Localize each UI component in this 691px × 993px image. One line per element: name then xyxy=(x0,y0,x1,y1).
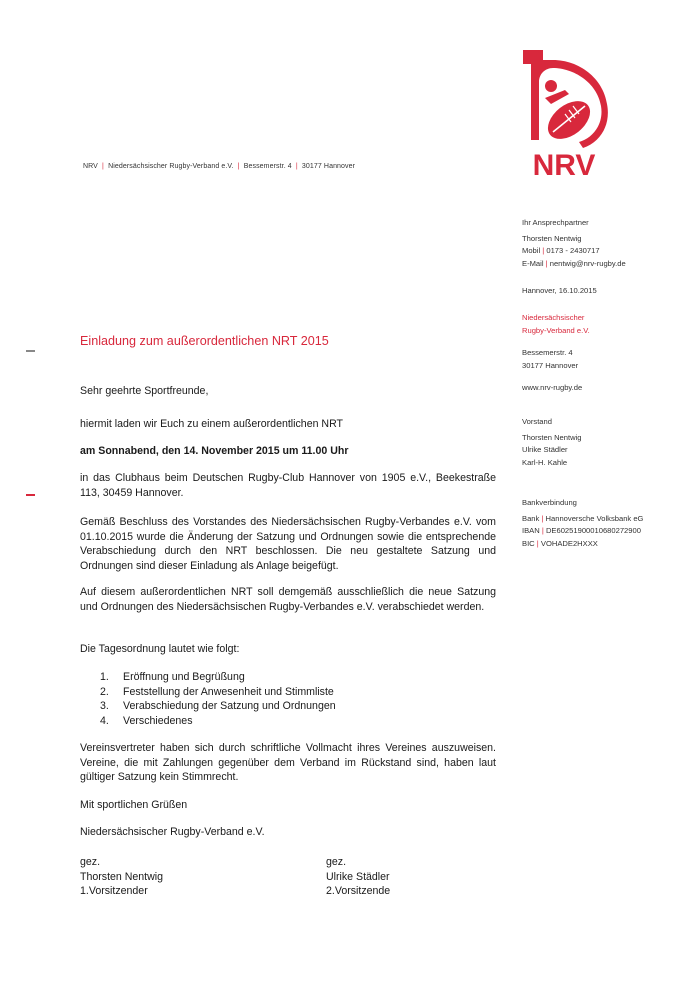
separator: | xyxy=(293,163,300,170)
board-heading: Vorstand xyxy=(522,417,552,426)
nrv-logo xyxy=(517,44,611,180)
contact-mobile-number: 0173 - 2430717 xyxy=(546,246,600,256)
sender-city: 30177 Hannover xyxy=(301,163,356,170)
org-block xyxy=(522,312,687,395)
fold-mark xyxy=(26,350,35,352)
paragraph-purpose: Auf diesem außerordentlichen NRT soll demgemäß ausschließlich die neue Satzung und Ordnungen des Niedersächsischen Rugby-Verbandes e.V. verabschiedet werden. xyxy=(80,586,496,613)
bank-iban: IBAN | DE60251900010680272900 xyxy=(522,526,641,536)
board-block xyxy=(522,416,687,469)
sender-street: Bessemerstr. 4 xyxy=(243,163,292,170)
bank-name: Bank | Hannoversche Volksbank eG xyxy=(522,513,644,523)
list-item: 3. Verabschiedung der Satzung und Ordnungen xyxy=(100,700,336,713)
paragraph-voting-rights: Vereinsvertreter haben sich durch schriftliche Vollmacht ihres Vereines auszuweisen. Vereine, die mit Zahlungen gegenüber dem Verband im Rückstand sind, haben laut gültiger Satzung kein Stimmrecht. xyxy=(80,742,496,784)
closing-org: Niedersächsischer Rugby-Verband e.V. xyxy=(80,826,265,838)
event-date: am Sonnabend, den 14. November 2015 um 11.00 Uhr xyxy=(80,445,349,457)
separator: | xyxy=(235,163,242,170)
bank-heading: Bankverbindung xyxy=(522,498,577,507)
agenda-intro: Die Tagesordnung lautet wie folgt: xyxy=(80,643,240,655)
event-location: in das Clubhaus beim Deutschen Rugby-Club Hannover von 1905 e.V., Beekestraße 113, 30459 Hannover. xyxy=(80,472,496,499)
signature-block-1 xyxy=(80,855,163,899)
signature-block-2 xyxy=(326,855,390,899)
board-member: Karl-H. Kahle xyxy=(522,457,568,467)
signature-role: 1.Vorsitzender xyxy=(80,885,148,898)
org-city: 30177 Hannover xyxy=(522,360,579,370)
sender-org-name: Niedersächsischer Rugby-Verband e.V. xyxy=(108,163,234,170)
bank-bic: BIC | VOHADE2HXXX xyxy=(522,538,598,548)
hole-mark xyxy=(26,494,35,496)
contact-heading: Ihr Ansprechpartner xyxy=(522,218,589,227)
rugby-ball-player-icon xyxy=(523,50,608,148)
bank-block xyxy=(522,497,687,550)
contact-block xyxy=(522,217,687,270)
org-name-line2: Rugby-Verband e.V. xyxy=(522,325,590,335)
sender-address-line xyxy=(83,163,355,170)
contact-email: E-Mail | nentwig@nrv-rugby.de xyxy=(522,258,626,268)
board-member: Ulrike Städler xyxy=(522,445,568,455)
signature-gez: gez. xyxy=(326,856,347,868)
signature-name: Thorsten Nentwig xyxy=(80,870,164,883)
contact-email-address: nentwig@nrv-rugby.de xyxy=(549,258,626,268)
contact-name: Thorsten Nentwig xyxy=(522,233,582,243)
signature-gez: gez. xyxy=(80,856,101,868)
letter-title: Einladung zum außerordentlichen NRT 2015 xyxy=(80,334,329,348)
signature-role: 2.Vorsitzende xyxy=(326,885,391,898)
contact-mobile: Mobil | 0173 - 2430717 xyxy=(522,246,600,256)
salutation: Sehr geehrte Sportfreunde, xyxy=(80,385,209,397)
list-item: 2. Feststellung der Anwesenheit und Stimmliste xyxy=(100,685,334,698)
logo-text: NRV xyxy=(532,149,596,180)
org-street: Bessemerstr. 4 xyxy=(522,348,573,358)
org-name-line1: Niedersächsischer xyxy=(522,313,585,322)
paragraph-resolution: Gemäß Beschluss des Vorstandes des Niedersächsischen Rugby-Verbandes e.V. vom 01.10.2015 wurde die Änderung der Satzung und Ordnungen sowie die entsprechende Verabschiedung durch den NRT beschlossen. Die neu gestaltete Satzung und Ordnungen sind dieser Einladung als Anlage beigefügt. xyxy=(80,516,496,572)
signature-name: Ulrike Städler xyxy=(326,870,390,883)
org-website: www.nrv-rugby.de xyxy=(522,383,583,393)
list-item: 1. Eröffnung und Begrüßung xyxy=(100,671,245,683)
closing: Mit sportlichen Grüßen xyxy=(80,799,188,811)
board-member: Thorsten Nentwig xyxy=(522,432,582,442)
list-item: 4. Verschiedenes xyxy=(100,714,193,727)
agenda-list xyxy=(100,670,480,728)
letter-date: Hannover, 16.10.2015 xyxy=(522,286,597,295)
intro-text: hiermit laden wir Euch zu einem außerordentlichen NRT xyxy=(80,418,344,430)
separator: | xyxy=(100,163,107,170)
sender-org-abbrev: NRV xyxy=(83,163,98,170)
